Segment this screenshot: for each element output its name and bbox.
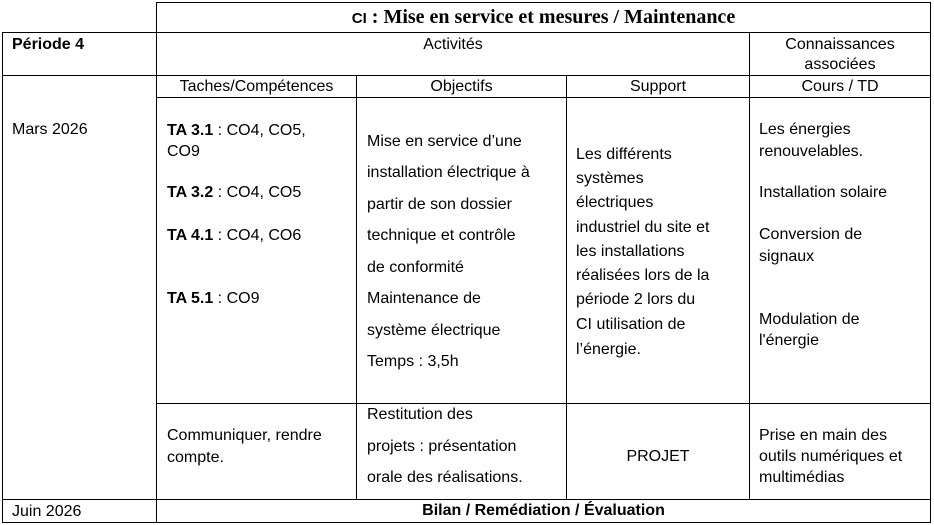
cours-item-line: signaux (759, 248, 815, 265)
cours-item-line: Conversion de (759, 226, 863, 243)
tache-competences: : CO4, CO5, (213, 122, 306, 139)
bilan-label: Bilan / Remédiation / Évaluation (422, 502, 665, 519)
row2-cours-line: outils numériques et (759, 448, 903, 465)
border-header-title-bottom (2, 32, 931, 33)
objectifs-line: Maintenance de (367, 290, 481, 307)
tache-competences: : CO4, CO5 (213, 184, 302, 201)
border-left (2, 32, 3, 523)
ci-prefix: CI (351, 10, 367, 27)
row2-objectifs-line: projets : présentation (367, 438, 517, 455)
support-line: Les différents (576, 146, 672, 163)
document-title (157, 4, 930, 32)
support-line: période 2 lors du (576, 291, 696, 308)
objectifs-line: partir de son dossier (367, 196, 512, 213)
date-end: Juin 2026 (12, 503, 82, 520)
cours-item-line: renouvelables. (759, 143, 864, 160)
support-line: réalisées lors de la (576, 267, 710, 284)
row2-cours-line: Prise en main des (759, 427, 888, 444)
tache-competences: : CO4, CO6 (213, 227, 302, 244)
objectifs-line: technique et contrôle (367, 227, 516, 244)
row2-objectifs-line: Restitution des (367, 406, 473, 423)
tache-item (167, 288, 259, 309)
tache-code: TA 4.1 (167, 227, 214, 244)
connaissances-header-line2: associées (804, 56, 876, 73)
support-line: l’énergie. (576, 341, 641, 358)
border-col2 (356, 75, 357, 500)
border-col3 (566, 75, 567, 500)
date-start: Mars 2026 (12, 121, 88, 138)
objectifs-line: Mise en service d’une (367, 133, 522, 150)
column-header-cours: Cours / TD (801, 78, 879, 95)
column-header-support: Support (629, 78, 687, 95)
periode-label: Période 4 (12, 36, 85, 53)
border-bottom (2, 522, 931, 523)
cours-item-line: Modulation de (759, 311, 860, 328)
tache-competences-cont: CO9 (167, 143, 200, 160)
column-header-objectifs: Objectifs (430, 78, 493, 95)
cours-item-line: Les énergies (759, 121, 851, 138)
objectifs-line: Temps : 3,5h (367, 353, 459, 370)
row2-objectifs-line: orale des réalisations. (367, 469, 523, 486)
column-header-taches: Taches/Compétences (179, 78, 334, 95)
cours-item-line: Installation solaire (759, 184, 888, 201)
support-line: électriques (576, 194, 654, 211)
border-colheaders-bottom (156, 97, 931, 98)
border-top (156, 2, 931, 3)
row2-cours-line: multimédias (759, 469, 845, 486)
support-line: les installations (576, 243, 685, 260)
border-right (930, 2, 931, 523)
support-line: systèmes (576, 170, 644, 187)
connaissances-header-line1: Connaissances (785, 36, 895, 53)
tache-code: TA 3.1 (167, 122, 214, 139)
objectifs-line: système électrique (367, 322, 501, 339)
title-text: : Mise en service et mesures / Maintenance (366, 6, 736, 28)
row2-support: PROJET (626, 448, 690, 465)
tache-item (167, 120, 306, 141)
support-line: industriel du site et (576, 219, 710, 236)
row2-taches-line: compte. (167, 449, 224, 466)
border-col4 (749, 32, 750, 500)
tache-code: TA 5.1 (167, 290, 214, 307)
objectifs-line: de conformité (367, 259, 464, 276)
tache-competences: : CO9 (213, 290, 260, 307)
tache-item (167, 182, 301, 203)
row2-taches-line: Communiquer, rendre (167, 427, 322, 444)
support-line: CI utilisation de (576, 316, 686, 333)
activites-header: Activités (423, 36, 483, 53)
objectifs-line: installation électrique à (367, 164, 530, 181)
border-row1-bottom (156, 403, 931, 404)
tache-item (167, 225, 301, 246)
tache-code: TA 3.2 (167, 184, 214, 201)
cours-item-line: l'énergie (759, 332, 819, 349)
